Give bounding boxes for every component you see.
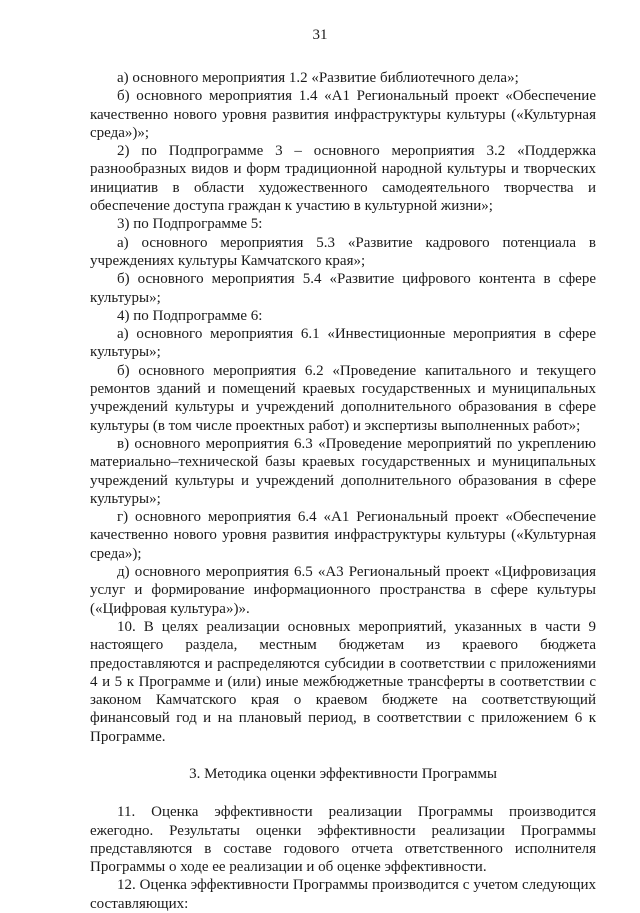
paragraph-subprogram-3: 2) по Подпрограмме 3 – основного мероприятия 3.2 «Поддержка разнообразных видов и форм традиционной народной культуры и творческих инициатив в области художественного самодеятельного творчества и обеспечение доступа граждан к участию в культурной жизни»; — [90, 143, 596, 215]
paragraph-subprogram-6: 4) по Подпрограмме 6: — [117, 307, 263, 324]
paragraph-12-components: 12. Оценка эффективности Программы производится с учетом следующих составляющих: — [90, 877, 596, 912]
paragraph-5-3-personnel: а) основного мероприятия 5.3 «Развитие кадрового потенциала в учреждениях культуры Камчатского края»; — [90, 234, 596, 269]
document-body — [90, 69, 596, 913]
paragraph-11-evaluation: 11. Оценка эффективности реализации Программы производится ежегодно. Результаты оценки эффективности реализации Программы представляются в составе годового отчета ответственного исполнителя Программы о ходе ее реализации и об оценке эффективности. — [90, 804, 596, 876]
page-number: 31 — [312, 27, 328, 43]
paragraph-1-2-library: а) основного мероприятия 1.2 «Развитие библиотечного дела»; — [117, 70, 519, 86]
paragraph-subprogram-5: 3) по Подпрограмме 5: — [117, 216, 263, 233]
paragraph-6-1-investment: а) основного мероприятия 6.1 «Инвестиционные мероприятия в сфере культуры»; — [90, 326, 596, 361]
section-heading: 3. Методика оценки эффективности Программы — [189, 765, 497, 782]
paragraph-1-4-cultural-environment: б) основного мероприятия 1.4 «А1 Региональный проект «Обеспечение качественно нового уровня развития инфраструктуры культуры («Культурная среда»)»; — [90, 88, 596, 141]
paragraph-10-subsidies: 10. В целях реализации основных мероприятий, указанных в части 9 настоящего раздела, местным бюджетам из краевого бюджета предоставляются и распределяются субсидии в соответствии с приложениями 4 и 5 к Программе и (или) иные межбюджетные трансферты в соответствии с законом Камчатского края о краевом бюджете на соответствующий финансовый год и на плановый период, в соответствии с приложением 6 к Программе. — [90, 618, 596, 745]
paragraph-6-5-digital-culture: д) основного мероприятия 6.5 «А3 Региональный проект «Цифровизация услуг и формирование информационного пространства в сфере культуры («Цифровая культура»)». — [90, 564, 596, 617]
paragraph-6-4-cultural-environment: г) основного мероприятия 6.4 «А1 Региональный проект «Обеспечение качественно нового уровня развития инфраструктуры культуры («Культурная среда»); — [90, 509, 596, 562]
paragraph-6-3-material-base: в) основного мероприятия 6.3 «Проведение мероприятий по укреплению материально–технической базы краевых государственных и муниципальных учреждений культуры и учреждений дополнительного образования в сфере культуры»; — [90, 435, 596, 507]
paragraph-6-2-repairs: б) основного мероприятия 6.2 «Проведение капитального и текущего ремонтов зданий и помещений краевых государственных и муниципальных учреждений культуры и учреждений дополнительного образования в сфере культуры (в том числе проектных работ) и экспертизы выполненных работ»; — [90, 362, 596, 434]
paragraph-5-4-digital-content: б) основного мероприятия 5.4 «Развитие цифрового контента в сфере культуры»; — [90, 271, 596, 306]
